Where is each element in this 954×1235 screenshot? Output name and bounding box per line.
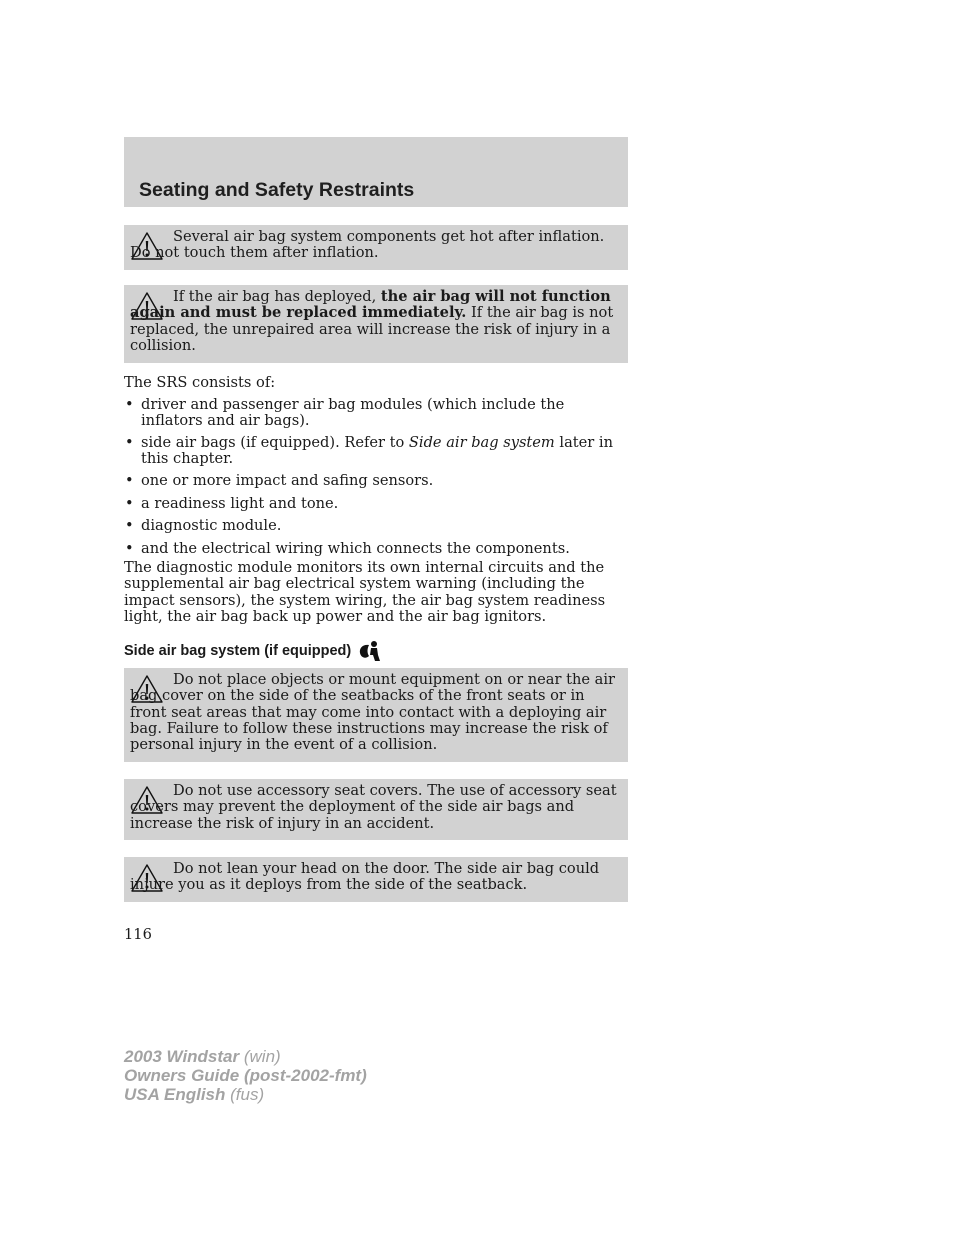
warning-box-seat-covers <box>124 779 628 840</box>
srs-list <box>124 397 628 563</box>
list-item <box>124 435 628 466</box>
list-item-text: and the electrical wiring which connects the components. <box>141 539 570 557</box>
warning-box-place-objects <box>124 668 628 762</box>
warning-box-lean-head <box>124 857 628 902</box>
list-item <box>124 518 628 534</box>
list-item <box>124 473 628 489</box>
footer-line-3 <box>124 1085 367 1104</box>
list-item-text: diagnostic module. <box>141 517 282 534</box>
footer-language-code: (fus) <box>225 1085 265 1104</box>
list-item-text: a readiness light and tone. <box>141 494 339 512</box>
warning-box-deployed <box>124 285 628 363</box>
warning-text: Several air bag system components get hot after inflation. Do not touch them after inflation. <box>130 228 605 262</box>
bullet: • <box>125 434 134 451</box>
warning-text-pre: If the air bag has deployed, <box>173 288 381 305</box>
warning-box-hot-components <box>124 225 628 270</box>
bullet: • <box>125 517 134 534</box>
footer-language: USA English <box>124 1085 226 1104</box>
footer-vehicle-code: (win) <box>239 1047 281 1066</box>
list-item-text: one or more impact and safing sensors. <box>141 472 434 489</box>
bullet: • <box>125 396 134 413</box>
warning-text: Do not use accessory seat covers. The use of accessory seat covers may prevent the deployment of the side air bags and increase the risk of injury in an accident. <box>130 782 617 832</box>
footer-guide: Owners Guide (post-2002-fmt) <box>124 1066 367 1085</box>
list-item-text: side air bags (if equipped). Refer to <box>141 434 409 451</box>
warning-text <box>130 289 622 354</box>
side-airbag-heading-text: Side air bag system (if equipped) <box>124 643 352 659</box>
side-airbag-heading <box>124 640 381 662</box>
warning-text: Do not lean your head on the door. The side air bag could injure you as it deploys from the side of the seatback. <box>130 860 600 894</box>
section-title: Seating and Safety Restraints <box>139 179 415 201</box>
list-item <box>124 541 628 557</box>
warning-text: Do not place objects or mount equipment on or near the air bag cover on the side of the seatbacks of the front seats or in front seat areas that may come into contact with a deploying air bag. Failure to follow these instructions may increase the risk of personal injury in the event of a collision. <box>130 671 615 754</box>
document-footer <box>124 1047 367 1104</box>
bullet: • <box>125 494 134 512</box>
list-item-text: driver and passenger air bag modules (which include the inflators and air bags). <box>141 396 565 429</box>
list-item <box>124 397 628 428</box>
srs-intro: The SRS consists of: <box>124 374 276 391</box>
warning-text-post: If the air bag is not replaced, the unrepaired area will increase the risk of injury in a collision. <box>130 304 614 354</box>
list-item-text: later in this chapter. <box>141 434 613 467</box>
page-number: 116 <box>124 926 152 943</box>
footer-vehicle: 2003 Windstar <box>124 1047 240 1066</box>
cross-reference: Side air bag system <box>408 434 555 451</box>
footer-line-1 <box>124 1047 367 1066</box>
section-header <box>124 137 628 207</box>
diagnostic-paragraph: The diagnostic module monitors its own internal circuits and the supplemental air bag electrical system warning (including the impact sensors), the system wiring, the air bag system readiness light, the air bag back up power and the air bag ignitors. <box>124 559 606 625</box>
footer-line-2 <box>124 1066 367 1085</box>
bullet: • <box>125 539 134 557</box>
list-item <box>124 496 628 512</box>
bullet: • <box>125 472 134 489</box>
warning-text-bold: the air bag will not function again and must be replaced immediately. <box>130 288 611 322</box>
side-airbag-icon <box>357 640 381 662</box>
